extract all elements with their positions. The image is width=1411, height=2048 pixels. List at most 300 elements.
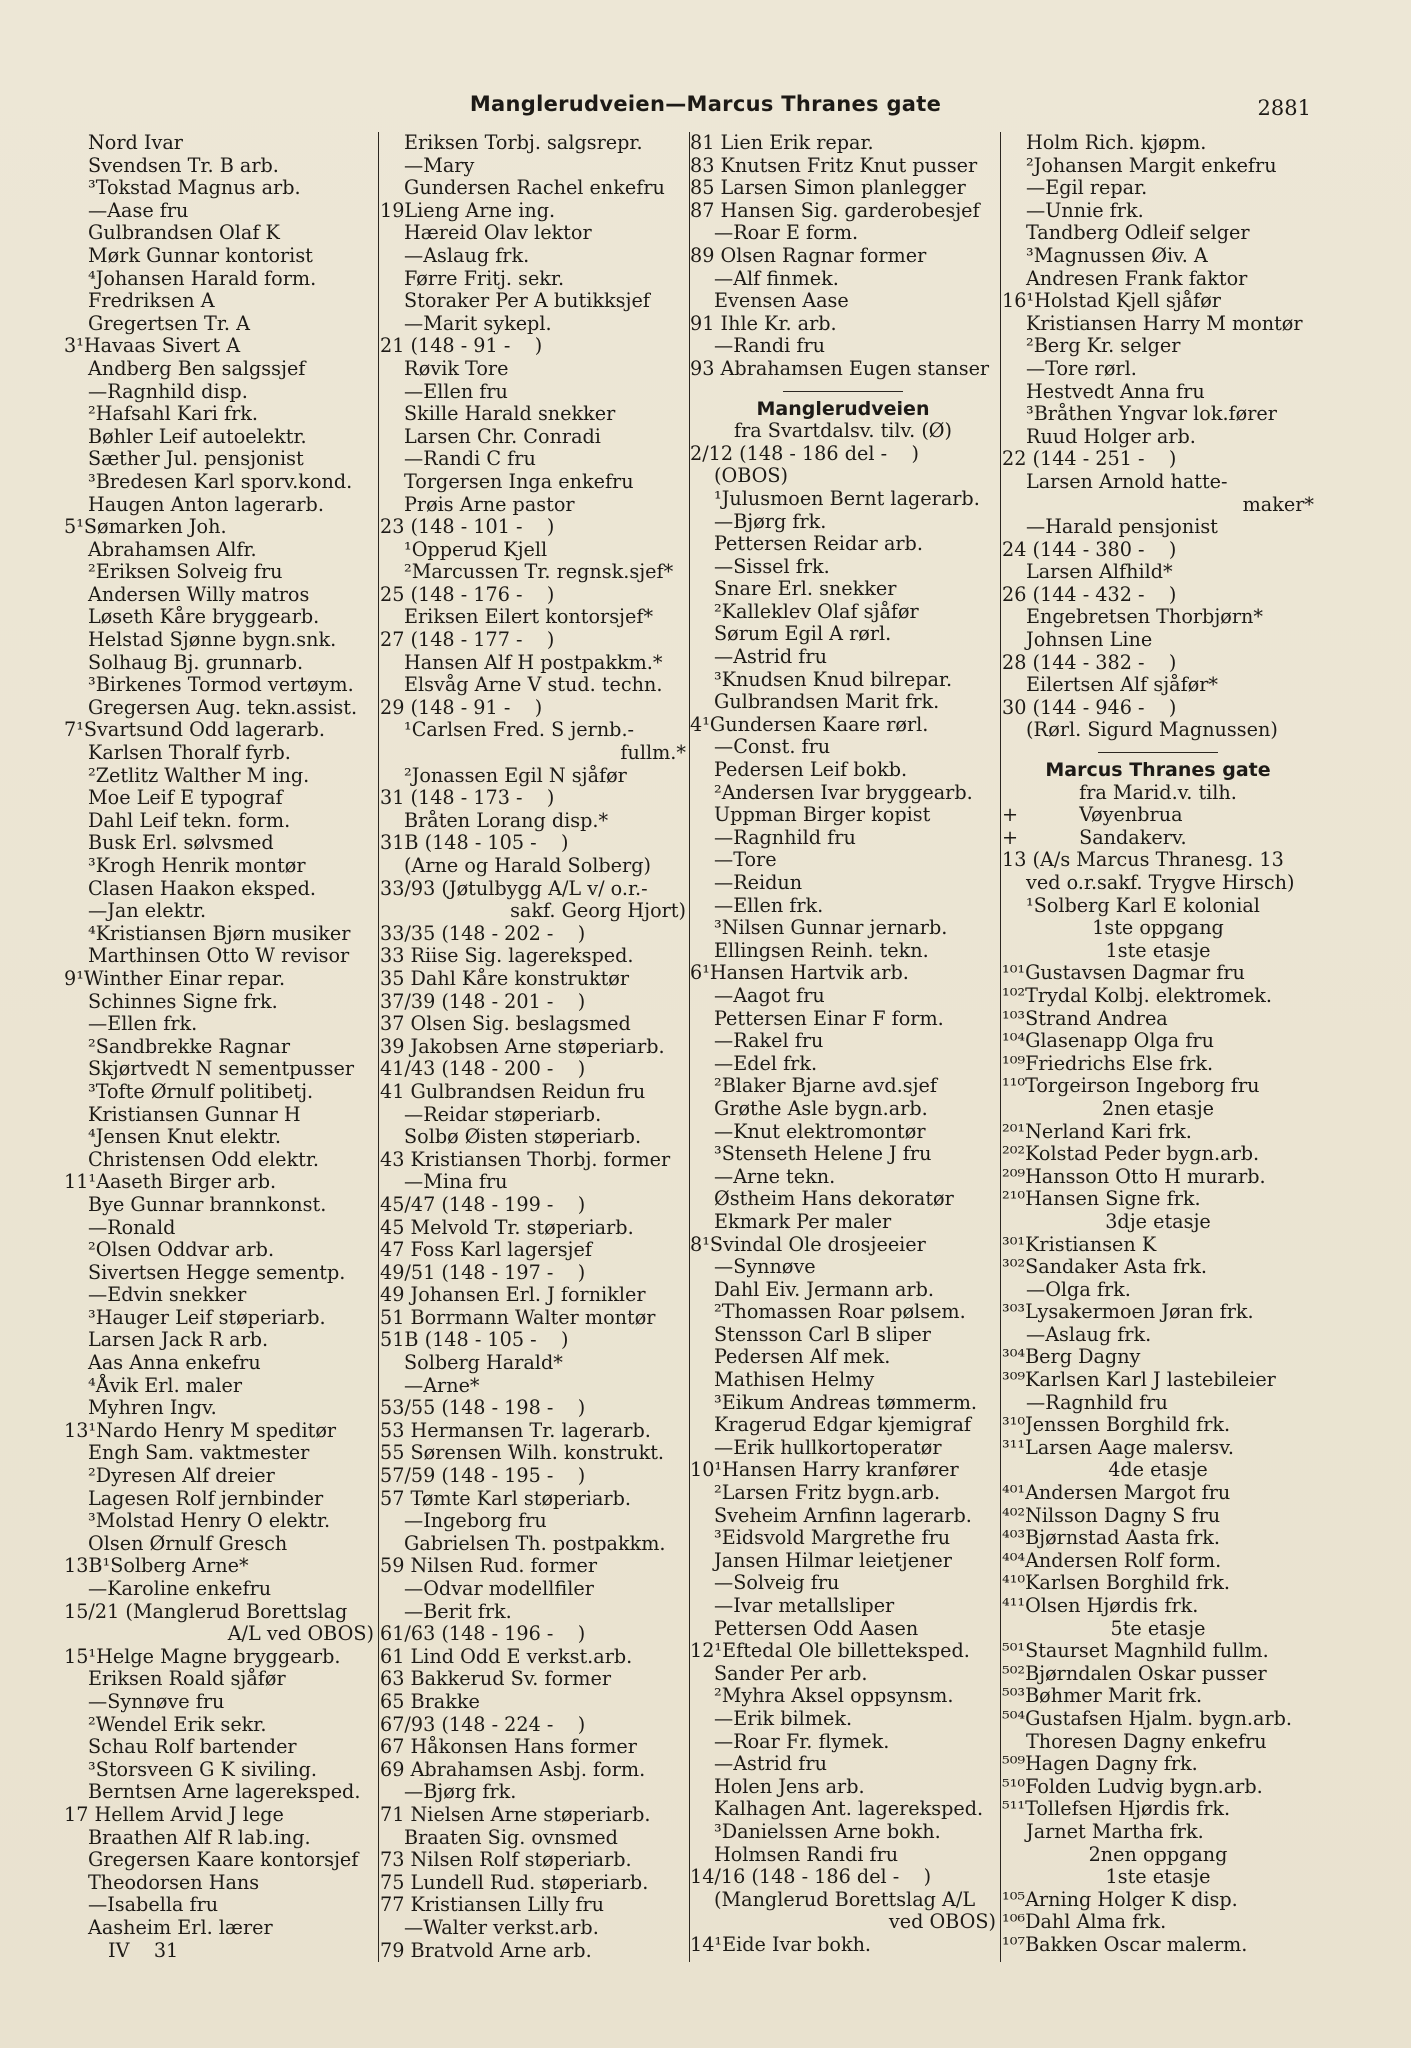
directory-entry: 13¹Nardo Henry M speditør	[64, 1418, 337, 1442]
directory-entry: —Arne tekn.	[714, 1164, 836, 1188]
directory-entry: ¹¹⁰Torgeirson Ingeborg fru	[1002, 1074, 1260, 1098]
directory-entry: ¹⁰²Trydal Kolbj. elektromek.	[1002, 983, 1272, 1007]
directory-entry: —Mary	[404, 153, 475, 177]
directory-entry: —Reidar støperiarb.	[404, 1102, 602, 1126]
directory-entry: —Ragnhild fru	[714, 825, 856, 849]
directory-entry: 31B (148 - 105 - )	[380, 831, 569, 855]
directory-entry: ⁴⁰³Bjørnstad Aasta frk.	[1002, 1526, 1220, 1550]
directory-entry: ³Danielssen Arne bokh.	[714, 1819, 941, 1843]
directory-entry: —Ellen frk.	[714, 893, 824, 917]
directory-entry: —Erik bilmek.	[714, 1706, 853, 1730]
directory-entry: Dahl Eiv. Jermann arb.	[714, 1277, 934, 1301]
directory-entry: ⁴⁰¹Andersen Margot fru	[1002, 1481, 1231, 1505]
directory-entry: 37/39 (148 - 201 - )	[380, 989, 586, 1013]
directory-entry: Skjørtvedt N sementpusser	[88, 1057, 355, 1081]
directory-entry: ³Storsveen G K siviling.	[88, 1757, 317, 1781]
directory-entry: maker*	[1242, 492, 1314, 516]
directory-entry: —Egil repar.	[1026, 176, 1148, 200]
directory-entry: 1ste etasje	[1105, 1865, 1211, 1889]
directory-entry: ved OBOS)	[888, 1910, 996, 1934]
directory-entry: (Arne og Harald Solberg)	[404, 854, 651, 877]
directory-entry: 57 Tømte Karl støperiarb.	[380, 1486, 631, 1510]
directory-entry: Kristiansen Harry M montør	[1026, 311, 1303, 335]
directory-entry: 13B¹Solberg Arne*	[64, 1554, 249, 1578]
directory-entry: Andberg Ben salgssjef	[88, 356, 306, 380]
directory-entry: Pettersen Reidar arb.	[714, 532, 923, 556]
directory-entry: ³Eidsvold Margrethe fru	[714, 1526, 951, 1550]
directory-entry: —Astrid fru	[714, 1752, 827, 1776]
directory-entry: Mathisen Helmy	[714, 1368, 875, 1392]
directory-entry: —Randi fru	[714, 334, 826, 358]
directory-entry: 71 Nielsen Arne støperiarb.	[380, 1802, 651, 1826]
directory-entry: IV 31	[108, 1938, 179, 1962]
directory-entry: Stensson Carl B sliper	[714, 1322, 931, 1346]
directory-entry: 55 Sørensen Wilh. konstrukt.	[380, 1441, 665, 1465]
directory-entry: ²Zetlitz Walther M ing.	[88, 763, 310, 787]
directory-entry: 14/16 (148 - 186 del - )	[690, 1865, 932, 1889]
directory-entry: —Tore	[714, 848, 777, 872]
directory-entry: Solberg Harald*	[404, 1351, 563, 1375]
directory-entry: Evensen Aase	[714, 289, 849, 313]
directory-entry: —Ivar metallsliper	[714, 1594, 895, 1617]
directory-entry: 29 (148 - 91 - )	[380, 695, 543, 719]
directory-entry: Nord Ivar	[88, 131, 183, 154]
directory-entry: fra Svartdalsv. tilv. (Ø)	[733, 419, 953, 443]
directory-entry: 61 Lind Odd E verkst.arb.	[380, 1644, 633, 1668]
directory-entry: —Walter verkst.arb.	[404, 1915, 599, 1939]
directory-entry: —Ellen fru	[404, 379, 508, 403]
directory-entry: (Rørl. Sigurd Magnussen)	[1026, 718, 1278, 742]
directory-entry: —Synnøve	[714, 1255, 816, 1279]
directory-entry: ²¹⁰Hansen Signe frk.	[1002, 1187, 1201, 1211]
directory-entry: Ellingsen Reinh. tekn.	[714, 938, 929, 962]
directory-entry: Prøis Arne pastor	[404, 492, 575, 516]
directory-entry: 73 Nilsen Rolf støperiarb.	[380, 1848, 632, 1872]
directory-entry: ⁴¹⁰Karlsen Borghild frk.	[1002, 1571, 1230, 1595]
directory-entry: —Isabella fru	[88, 1893, 219, 1917]
directory-entry: 45/47 (148 - 199 - )	[380, 1192, 586, 1216]
directory-entry: (OBOS)	[714, 464, 789, 488]
directory-entry: 8¹Svindal Ole drosjeeier	[690, 1232, 926, 1256]
directory-entry: —Alf finmek.	[714, 266, 839, 290]
directory-entry: Theodorsen Hans	[88, 1870, 260, 1894]
directory-entry: 4de etasje	[1108, 1458, 1208, 1482]
directory-entry: —Olga frk.	[1026, 1277, 1131, 1301]
directory-entry: Torgersen Inga enkefru	[404, 469, 634, 493]
directory-entry: Eriksen Torbj. salgsrepr.	[404, 131, 643, 154]
directory-entry: Gregersen Kaare kontorsjef	[88, 1848, 359, 1872]
directory-entry: ³⁰²Sandaker Asta frk.	[1002, 1255, 1207, 1279]
directory-entry: Larsen Arnold hatte-	[1026, 469, 1228, 493]
directory-entry: Gundersen Rachel enkefru	[404, 176, 665, 200]
directory-entry: 31 (148 - 173 - )	[380, 786, 555, 810]
directory-entry: —Const. fru	[714, 735, 831, 759]
directory-entry: ³Eikum Andreas tømmerm.	[714, 1390, 977, 1414]
directory-entry: ³Krogh Henrik montør	[88, 854, 306, 877]
directory-entry: ⁴⁰⁴Andersen Rolf form.	[1002, 1548, 1222, 1572]
directory-entry: ²Myhra Aksel oppsynsm.	[714, 1684, 954, 1708]
directory-entry: ⁴¹¹Olsen Hjørdis frk.	[1002, 1594, 1199, 1617]
directory-entry: Bøhler Leif autoelektr.	[88, 424, 307, 448]
directory-entry: Sørum Egil A rørl.	[714, 622, 892, 646]
directory-entry: ²Kalleklev Olaf sjåfør	[714, 599, 919, 623]
directory-entry: ²Olsen Oddvar arb.	[88, 1238, 275, 1262]
directory-entry: 28 (144 - 382 - )	[1002, 650, 1177, 674]
directory-entry: + Vøyenbrua	[1002, 803, 1183, 827]
directory-entry: Eriksen Roald sjåfør	[88, 1667, 286, 1691]
directory-entry: 1ste oppgang	[1092, 916, 1224, 940]
directory-entry: —Berit frk.	[404, 1599, 512, 1623]
directory-entry: —Odvar modellfiler	[404, 1577, 594, 1600]
directory-column-4	[1002, 132, 1314, 1957]
directory-entry: Hansen Alf H postpakkm.*	[404, 650, 663, 674]
directory-entry: —Synnøve fru	[88, 1689, 225, 1713]
directory-entry: Schau Rolf bartender	[88, 1735, 297, 1759]
directory-entry: —Ingeborg fru	[404, 1509, 547, 1533]
directory-entry: ¹Julusmoen Bernt lagerarb.	[714, 486, 980, 510]
directory-entry: 11¹Aaseth Birger arb.	[64, 1170, 277, 1194]
directory-entry: 2nen oppgang	[1088, 1842, 1228, 1866]
directory-entry: 69 Abrahamsen Asbj. form.	[380, 1757, 646, 1781]
directory-entry: 53 Hermansen Tr. lagerarb.	[380, 1418, 651, 1442]
directory-entry: fra Marid.v. tilh.	[1079, 780, 1237, 804]
directory-entry: ⁵⁰⁹Hagen Dagny frk.	[1002, 1752, 1198, 1776]
directory-entry: ¹⁰³Strand Andrea	[1002, 1006, 1168, 1030]
directory-entry: ³Tokstad Magnus arb.	[88, 176, 301, 200]
directory-entry: Gulbrandsen Olaf K	[88, 221, 280, 245]
directory-entry: 3dje etasje	[1105, 1209, 1211, 1233]
directory-entry: —Arne*	[404, 1373, 480, 1397]
directory-entry: Holen Jens arb.	[714, 1774, 865, 1798]
directory-entry: ²Johansen Margit enkefru	[1026, 153, 1277, 177]
directory-entry: ⁵¹⁰Folden Ludvig bygn.arb.	[1002, 1774, 1263, 1798]
directory-entry: 16¹Holstad Kjell sjåfør	[1002, 289, 1221, 313]
directory-entry: 7¹Svartsund Odd lagerarb.	[64, 718, 325, 742]
directory-entry: —Ragnhild disp.	[88, 379, 248, 403]
directory-entry: ¹⁰⁶Dahl Alma frk.	[1002, 1910, 1167, 1934]
directory-entry: 81 Lien Erik repar.	[690, 131, 874, 154]
directory-entry: Sæther Jul. pensjonist	[88, 447, 304, 471]
directory-entry: 47 Foss Karl lagersjef	[380, 1238, 592, 1262]
directory-entry: Grøthe Asle bygn.arb.	[714, 1096, 928, 1120]
directory-entry: 5te etasje	[1110, 1616, 1206, 1640]
directory-entry: 75 Lundell Rud. støperiarb.	[380, 1870, 649, 1894]
directory-entry: ²Andersen Ivar bryggearb.	[714, 780, 973, 804]
directory-entry: Gabrielsen Th. postpakkm.	[404, 1531, 666, 1555]
directory-entry: ⁵⁰¹Staurset Magnhild fullm.	[1002, 1639, 1269, 1663]
directory-entry: ¹⁰⁵Arning Holger K disp.	[1002, 1887, 1238, 1911]
directory-entry: 22 (144 - 251 - )	[1002, 447, 1177, 471]
directory-entry: —Knut elektromontør	[714, 1119, 926, 1143]
directory-entry: 24 (144 - 380 - )	[1002, 537, 1177, 561]
directory-entry: Pettersen Odd Aasen	[714, 1616, 919, 1640]
directory-entry: Jansen Hilmar leietjener	[714, 1548, 952, 1572]
directory-entry: ³⁰¹Kristiansen K	[1002, 1232, 1157, 1256]
directory-entry: 5¹Sømarken Joh.	[64, 515, 227, 539]
directory-entry: —Ragnhild fru	[1026, 1390, 1168, 1414]
directory-entry: Lagesen Rolf jernbinder	[88, 1486, 324, 1510]
directory-entry: —Roar Fr. flymek.	[714, 1729, 890, 1753]
directory-entry: Helstad Sjønne bygn.snk.	[88, 628, 337, 652]
directory-entry: —Aase fru	[88, 198, 189, 222]
directory-entry: ²Larsen Fritz bygn.arb.	[714, 1481, 941, 1505]
directory-entry: Hestvedt Anna fru	[1026, 379, 1205, 403]
directory-entry: 9¹Winther Einar repar.	[64, 966, 286, 990]
directory-entry: Gulbrandsen Marit frk.	[714, 690, 940, 714]
directory-entry: 49 Johansen Erl. J fornikler	[380, 1283, 646, 1307]
directory-entry: Eriksen Eilert kontorsjef*	[404, 605, 654, 629]
street-heading: Marcus Thranes gate	[1045, 759, 1271, 782]
directory-entry: ⁵⁰⁴Gustafsen Hjalm. bygn.arb.	[1002, 1706, 1293, 1730]
directory-entry: ²Thomassen Roar pølsem.	[714, 1300, 966, 1324]
directory-entry: 77 Kristiansen Lilly fru	[380, 1893, 605, 1917]
directory-entry: ⁴⁰²Nilsson Dagny S fru	[1002, 1503, 1221, 1527]
column-divider	[1000, 132, 1001, 1962]
directory-entry: ¹⁰⁷Bakken Oscar malerm.	[1002, 1932, 1248, 1956]
directory-entry: ⁵⁰²Bjørndalen Oskar pusser	[1002, 1661, 1267, 1685]
directory-entry: Ruud Holger arb.	[1026, 424, 1196, 448]
directory-entry: 1ste etasje	[1105, 938, 1211, 962]
directory-entry: Gregersen Aug. tekn.assist.	[88, 695, 358, 719]
directory-entry: ved o.r.sakf. Trygve Hirsch)	[1026, 871, 1295, 894]
directory-entry: Pettersen Einar F form.	[714, 1006, 944, 1030]
directory-entry: Eilertsen Alf sjåfør*	[1026, 673, 1219, 697]
directory-entry: Røvik Tore	[404, 356, 509, 380]
directory-entry: ²Jonassen Egil N sjåfør	[404, 763, 627, 787]
directory-entry: Gregertsen Tr. A	[88, 311, 250, 335]
directory-entry: Larsen Jack R arb.	[88, 1328, 269, 1352]
directory-entry: —Edvin snekker	[88, 1283, 247, 1307]
directory-entry: —Jan elektr.	[88, 899, 207, 923]
directory-entry: ²Dyresen Alf dreier	[88, 1464, 275, 1488]
directory-entry: 33/93 (Jøtulbygg A/L v/ o.r.-	[380, 876, 648, 900]
directory-entry: 4¹Gundersen Kaare rørl.	[690, 712, 929, 736]
directory-entry: ²Eriksen Solveig fru	[88, 560, 283, 584]
directory-entry: —Erik hullkortoperatør	[714, 1435, 942, 1459]
directory-column-1	[64, 132, 374, 1962]
directory-entry: —Solveig fru	[714, 1571, 840, 1595]
directory-entry: 23 (148 - 101 - )	[380, 515, 555, 539]
directory-entry: Elsvåg Arne V stud. techn.	[404, 673, 663, 697]
directory-entry: A/L ved OBOS)	[227, 1622, 374, 1646]
directory-entry: Svendsen Tr. B arb.	[88, 153, 279, 177]
directory-entry: 41 Gulbrandsen Reidun fru	[380, 1079, 646, 1103]
directory-entry: ²⁰¹Nerland Kari frk.	[1002, 1119, 1192, 1143]
directory-entry: Busk Erl. sølvsmed	[88, 831, 274, 855]
directory-entry: Engh Sam. vaktmester	[88, 1441, 310, 1465]
directory-entry: Jarnet Martha frk.	[1026, 1819, 1204, 1843]
directory-entry: Førre Fritj. sekr.	[404, 266, 565, 290]
directory-entry: ²Marcussen Tr. regnsk.sjef*	[404, 560, 674, 584]
directory-entry: Solbø Øisten støperiarb.	[404, 1125, 642, 1149]
directory-entry: 85 Larsen Simon planlegger	[690, 176, 966, 200]
directory-entry: ¹Carlsen Fred. S jernb.-	[404, 718, 635, 742]
directory-entry: 45 Melvold Tr. støperiarb.	[380, 1215, 634, 1239]
directory-entry: ⁵¹¹Tollefsen Hjørdis frk.	[1002, 1797, 1231, 1821]
directory-entry: ³Knudsen Knud bilrepar.	[714, 667, 953, 691]
directory-entry: ³Tofte Ørnulf politibetj.	[88, 1079, 314, 1103]
directory-entry: 49/51 (148 - 197 - )	[380, 1260, 586, 1284]
directory-entry: 6¹Hansen Hartvik arb.	[690, 961, 909, 985]
column-divider	[378, 132, 379, 1962]
directory-entry: Andresen Frank faktor	[1026, 266, 1248, 290]
directory-entry: fullm.*	[620, 741, 686, 765]
directory-entry: Ekmark Per maler	[714, 1209, 892, 1233]
directory-entry: Kalhagen Ant. lagereksped.	[714, 1797, 984, 1821]
directory-entry: 83 Knutsen Fritz Knut pusser	[690, 153, 978, 177]
directory-entry: 3¹Havaas Sivert A	[64, 334, 241, 358]
directory-entry: 53/55 (148 - 198 - )	[380, 1396, 586, 1420]
directory-entry: —Mina fru	[404, 1170, 508, 1194]
directory-entry: Hæreid Olav lektor	[404, 221, 592, 245]
directory-entry: Østheim Hans dekoratør	[714, 1187, 954, 1211]
directory-entry: ³¹¹Larsen Aage malersv.	[1002, 1435, 1234, 1459]
directory-entry: Moe Leif E typograf	[88, 786, 283, 810]
directory-entry: ³Nilsen Gunnar jernarb.	[714, 916, 948, 940]
directory-entry: 37 Olsen Sig. beslagsmed	[380, 1012, 631, 1036]
directory-entry: Engebretsen Thorbjørn*	[1026, 605, 1263, 629]
directory-entry: ³⁰³Lysakermoen Jøran frk.	[1002, 1300, 1254, 1324]
directory-entry: Marthinsen Otto W revisor	[88, 944, 350, 968]
directory-entry: Bråten Lorang disp.*	[404, 808, 609, 832]
directory-entry: 10¹Hansen Harry kranfører	[690, 1458, 959, 1482]
directory-entry: ⁴Jensen Knut elektr.	[88, 1125, 281, 1149]
directory-entry: —Ellen frk.	[88, 1012, 198, 1036]
directory-entry: Dahl Leif tekn. form.	[88, 808, 291, 832]
directory-entry: Schinnes Signe frk.	[88, 989, 278, 1013]
directory-entry: ⁴Johansen Harald form.	[88, 266, 317, 290]
directory-entry: Holmsen Randi fru	[714, 1842, 899, 1866]
directory-entry: 51 Borrmann Walter montør	[380, 1305, 656, 1329]
directory-entry: ⁵⁰³Bøhmer Marit frk.	[1002, 1684, 1203, 1708]
directory-entry: —Aslaug frk.	[404, 243, 530, 267]
directory-entry: Thoresen Dagny enkefru	[1026, 1729, 1267, 1753]
directory-entry: 63 Bakkerud Sv. former	[380, 1667, 612, 1691]
directory-entry: Johnsen Line	[1026, 628, 1153, 652]
directory-entry: Løseth Kåre bryggearb.	[88, 605, 320, 629]
directory-entry: ²Hafsahl Kari frk.	[88, 402, 259, 426]
directory-entry: ²⁰⁹Hansson Otto H murarb.	[1002, 1164, 1266, 1188]
directory-entry: —Aslaug frk.	[1026, 1322, 1152, 1346]
directory-entry: Larsen Chr. Conradi	[404, 424, 601, 448]
directory-entry: 19Lieng Arne ing.	[380, 198, 556, 222]
directory-entry: 33 Riise Sig. lagereksped.	[380, 944, 634, 968]
directory-entry: Bye Gunnar brannkonst.	[88, 1192, 327, 1216]
page-header-title: Manglerudveien—Marcus Thranes gate	[469, 92, 942, 116]
directory-entry: Sveheim Arnfinn lagerarb.	[714, 1503, 972, 1527]
directory-entry: Pedersen Leif bokb.	[714, 758, 908, 782]
directory-entry: 57/59 (148 - 195 - )	[380, 1464, 586, 1488]
directory-entry: —Ronald	[88, 1215, 176, 1239]
directory-entry: 41/43 (148 - 200 - )	[380, 1057, 586, 1081]
directory-entry: Uppman Birger kopist	[714, 803, 931, 827]
directory-entry: 2/12 (148 - 186 del - )	[690, 441, 919, 465]
directory-entry: 27 (148 - 177 - )	[380, 628, 555, 652]
directory-entry: Clasen Haakon eksped.	[88, 876, 317, 900]
directory-entry: ³Bredesen Karl sporv.kond.	[88, 469, 353, 493]
directory-entry: Mørk Gunnar kontorist	[88, 243, 313, 267]
directory-entry: Snare Erl. snekker	[714, 577, 897, 601]
directory-entry: —Marit sykepl.	[404, 311, 552, 335]
directory-entry: 26 (144 - 432 - )	[1002, 582, 1177, 606]
directory-entry: 2nen etasje	[1101, 1096, 1215, 1120]
directory-entry: Olsen Ørnulf Gresch	[88, 1531, 288, 1555]
directory-entry: ³Magnussen Øiv. A	[1026, 243, 1208, 267]
directory-entry: 17 Hellem Arvid J lege	[64, 1802, 284, 1826]
directory-entry: 14¹Eide Ivar bokh.	[690, 1932, 872, 1956]
directory-entry: 67 Håkonsen Hans former	[380, 1735, 637, 1759]
directory-entry: —Bjørg frk.	[714, 509, 827, 533]
directory-entry: Aasheim Erl. lærer	[88, 1915, 273, 1939]
directory-entry: ¹⁰⁹Friedrichs Else frk.	[1002, 1051, 1214, 1075]
directory-entry: 59 Nilsen Rud. former	[380, 1554, 598, 1578]
directory-column-2	[380, 132, 686, 1962]
directory-entry: ³⁰⁹Karlsen Karl J lastebileier	[1002, 1368, 1276, 1392]
directory-entry: Larsen Alfhild*	[1026, 560, 1173, 584]
directory-entry: ³Hauger Leif støperiarb.	[88, 1305, 326, 1329]
directory-entry: 15¹Helge Magne bryggearb.	[64, 1644, 341, 1668]
directory-entry: ²Wendel Erik sekr.	[88, 1712, 267, 1736]
directory-entry: —Randi C fru	[404, 447, 536, 471]
directory-entry: 79 Bratvold Arne arb.	[380, 1938, 592, 1962]
directory-entry: Storaker Per A butikksjef	[404, 289, 650, 313]
directory-entry: —Karoline enkefru	[88, 1577, 272, 1600]
directory-entry: 39 Jakobsen Arne støperiarb.	[380, 1034, 665, 1058]
directory-entry: —Unnie frk.	[1026, 198, 1144, 222]
directory-entry: —Tore rørl.	[1026, 356, 1137, 380]
directory-entry: Sander Per arb.	[714, 1661, 868, 1685]
directory-entry: ⁴Kristiansen Bjørn musiker	[88, 921, 351, 945]
directory-entry: —Harald pensjonist	[1026, 515, 1218, 539]
directory-entry: 15/21 (Manglerud Borettslag	[64, 1599, 348, 1623]
directory-entry: 21 (148 - 91 - )	[380, 334, 543, 358]
directory-entry: 61/63 (148 - 196 - )	[380, 1622, 586, 1646]
section-rule	[1098, 752, 1218, 753]
directory-entry: ¹Solberg Karl E kolonial	[1026, 893, 1260, 917]
directory-entry: ³Molstad Henry O elektr.	[88, 1509, 331, 1533]
directory-entry: ¹⁰¹Gustavsen Dagmar fru	[1002, 961, 1245, 985]
page-number: 2881	[1257, 96, 1311, 120]
directory-entry: ³Birkenes Tormod vertøym.	[88, 673, 354, 697]
directory-entry: 43 Kristiansen Thorbj. former	[380, 1147, 671, 1171]
directory-entry: ²Berg Kr. selger	[1026, 334, 1181, 358]
directory-entry: 30 (144 - 946 - )	[1002, 695, 1177, 719]
directory-entry: ²Sandbrekke Ragnar	[88, 1034, 291, 1058]
directory-entry: —Aagot fru	[714, 983, 825, 1007]
directory-entry: 51B (148 - 105 - )	[380, 1328, 569, 1352]
directory-entry: (Manglerud Borettslag A/L	[714, 1887, 976, 1911]
directory-entry: Berntsen Arne lagereksped.	[88, 1780, 361, 1804]
directory-entry: 12¹Eftedal Ole billetteksped.	[690, 1639, 970, 1663]
directory-entry: —Sissel frk.	[714, 554, 830, 578]
directory-entry: Braathen Alf R lab.ing.	[88, 1825, 311, 1849]
directory-entry: 33/35 (148 - 202 - )	[380, 921, 586, 945]
directory-entry: ²⁰²Kolstad Peder bygn.arb.	[1002, 1142, 1260, 1166]
directory-entry: —Bjørg frk.	[404, 1780, 517, 1804]
directory-entry: Tandberg Odleif selger	[1026, 221, 1250, 245]
directory-entry: Abrahamsen Alfr.	[88, 537, 257, 561]
directory-entry: ³Bråthen Yngvar lok.fører	[1026, 402, 1277, 426]
directory-entry: —Astrid fru	[714, 645, 827, 669]
directory-entry: 87 Hansen Sig. garderobesjef	[690, 198, 980, 222]
directory-entry: —Edel frk.	[714, 1051, 818, 1075]
street-heading: Manglerudveien	[756, 397, 930, 420]
directory-entry: Andersen Willy matros	[88, 582, 310, 606]
directory-entry: ³⁰⁴Berg Dagny	[1002, 1345, 1141, 1369]
directory-entry: 89 Olsen Ragnar former	[690, 243, 927, 267]
directory-entry: 65 Brakke	[380, 1689, 480, 1713]
directory-entry: Kragerud Edgar kjemigraf	[714, 1413, 972, 1437]
